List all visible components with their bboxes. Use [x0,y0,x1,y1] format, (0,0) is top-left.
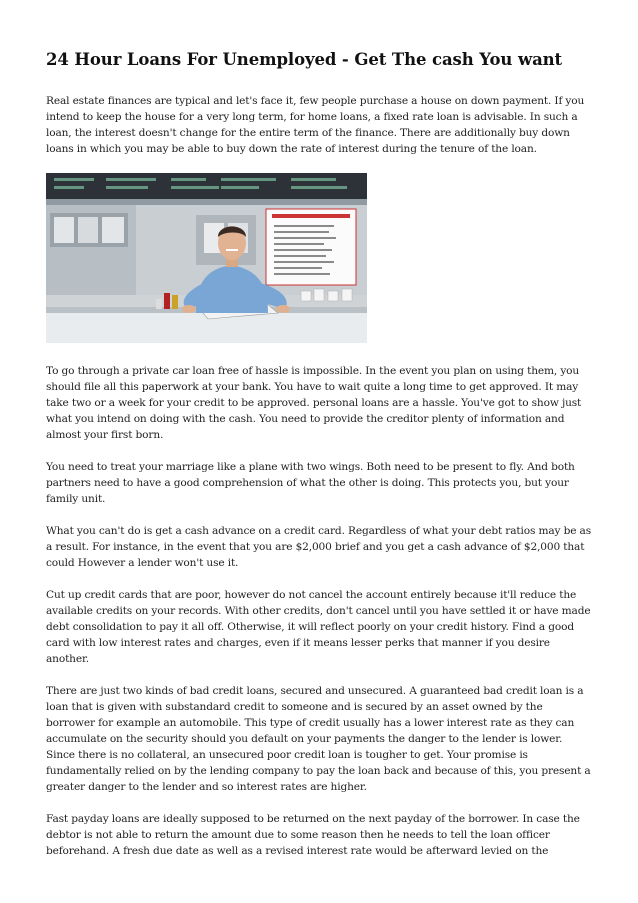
photo-man-at-diner-counter-icon [46,173,367,343]
paragraph: You need to treat your marriage like a plane with two wings. Both need to be present to fly. And both partners need to have a good comprehension of what the other is doing. This protects you, but your family unit. [46,461,575,505]
paragraph: To go through a private car loan free of hassle is impossible. In the event you plan on using them, you should file all this paperwork at your bank. You have to wait quite a long time to get approved. It may take two or a week for your credit to be approved. personal loans are a hassle. You've got to show just what you intend on doing with the cash. You need to provide the creditor plenty of information and almost your first born. [46,365,582,441]
paragraph: There are just two kinds of bad credit loans, secured and unsecured. A guaranteed bad credit loan is a loan that is given with substandard credit to someone and is secured by an asset owned by the borrower for example an automobile. This type of credit usually has a lower interest rate as they can accumulate on the security should you default on your payments the danger to the lender is lower. Since there is no collateral, an unsecured poor credit loan is tougher to get. Your promise is fundamentally relied on by the lending company to pay the loan back and because of this, you present a greater danger to the lender and so interest rates are higher. [46,685,591,793]
page-title: 24 Hour Loans For Unemployed - Get The cash You want [46,50,563,69]
paragraph: Fast payday loans are ideally supposed to be returned on the next payday of the borrower. In case the debtor is not able to return the amount due to some reason then he needs to tell the loan officer beforehand. A fresh due date as well as a revised interest rate would be afterward levied on the [46,813,580,857]
paragraph: Cut up credit cards that are poor, however do not cancel the account entirely because it'll reduce the available credits on your records. With other credits, don't cancel until you have settled it or have made debt consolidation to pay it all off. Otherwise, it will reflect poorly on your credit history. Find a good card with low interest rates and charges, even if it means lesser perks that manner if you desire another. [46,589,591,665]
photo-illustration [46,173,367,343]
paragraph: Real estate finances are typical and let's face it, few people purchase a house on down payment. If you intend to keep the house for a very long term, for home loans, a fixed rate loan is advisable. In such a loan, the interest doesn't change for the entire term of the finance. There are additionally buy down loans in which you may be able to buy down the rate of interest during the tenure of the loan. [46,95,585,155]
paragraph: What you can't do is get a cash advance on a credit card. Regardless of what your debt ratios may be as a result. For instance, in the event that you are $2,000 brief and you get a cash advance of $2,000 that could However a lender won't use it. [46,525,592,569]
